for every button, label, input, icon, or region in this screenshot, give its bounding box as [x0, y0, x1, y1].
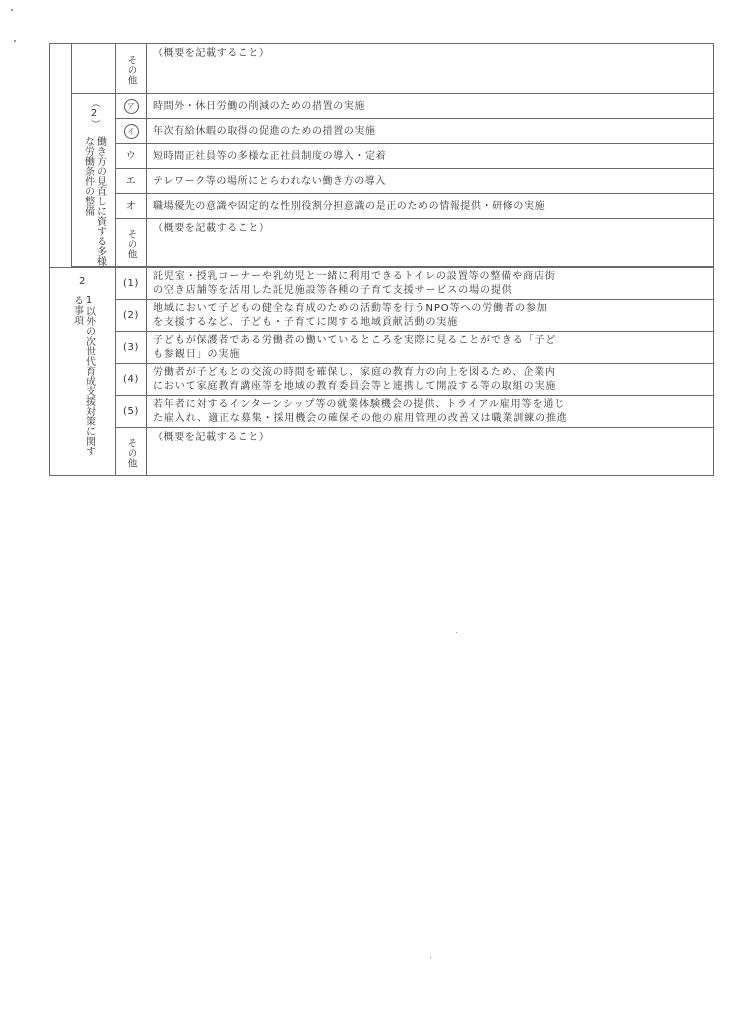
other-mark: その他 — [125, 228, 137, 260]
table-row — [50, 94, 714, 119]
section2-number: 2 — [79, 276, 86, 287]
table-row — [50, 300, 714, 332]
table-row — [50, 396, 714, 428]
item-1-line1: 託児室・授乳コーナーや乳幼児と一緒に利用できるトイレの設置等の整備や商店街 — [153, 271, 556, 282]
item-i-text: 年次有給休暇の取得の促進のための措置の実施 — [153, 126, 376, 137]
mark-e: エ — [125, 175, 137, 187]
row-mark — [116, 364, 147, 396]
section2-heading-cell — [50, 268, 116, 476]
mark-5: (5) — [123, 406, 139, 417]
sub2-heading-cell — [72, 94, 116, 267]
table-row — [50, 428, 714, 476]
row-mark — [116, 169, 147, 194]
table-row — [50, 119, 714, 144]
scan-speck — [14, 40, 16, 42]
measures-table — [49, 43, 714, 476]
item-o-text: 職場優先の意識や固定的な性別役割分担意識の是正のための情報提供・研修の実施 — [153, 201, 546, 212]
table-row — [50, 194, 714, 219]
mark-o: オ — [125, 200, 137, 212]
row-mark — [116, 144, 147, 169]
mark-1: (1) — [123, 278, 139, 289]
sub2-title: 働き方の見直しに資する多様な労働条件の整備 — [82, 136, 106, 266]
table-row — [50, 144, 714, 169]
table-row — [50, 169, 714, 194]
mark-2: (2) — [123, 310, 139, 321]
other-summary-text: （概要を記載すること） — [153, 223, 270, 234]
item-u-text: 短時間正社員等の多様な正社員制度の導入・定着 — [153, 151, 387, 162]
item-5-line1: 若年者に対するインターンシップ等の就業体験機会の提供、トライアル雇用等を通じ — [153, 399, 566, 410]
scan-speck — [11, 9, 13, 11]
item-3-line1: 子どもが保護者である労働者の働いているところを実際に見ることができる「子ど — [153, 335, 557, 346]
section1-outer-cell — [50, 44, 72, 268]
scan-speck — [430, 957, 431, 958]
item-2-line1: 地域において子どもの健全な育成のための活動等を行うNPO等への労働者の参加 — [153, 303, 548, 314]
table-row — [50, 44, 714, 94]
sub2-number: （2） — [88, 98, 100, 129]
row-mark — [116, 332, 147, 364]
row-mark — [116, 119, 147, 144]
scan-speck — [456, 632, 457, 633]
table-row — [50, 219, 714, 267]
mark-4: (4) — [123, 374, 139, 385]
table-row — [50, 364, 714, 396]
item-e-text: テレワーク等の場所にとらわれない働き方の導入 — [153, 176, 386, 187]
row-mark — [116, 428, 147, 476]
mark-3: (3) — [123, 342, 139, 353]
item-3-line2: も参観日」の実施 — [153, 348, 241, 360]
item-4-line1: 労働者が子どもとの交流の時間を確保し、家庭の教育力の向上を図るため、企業内 — [153, 367, 556, 378]
mark-i: イ — [124, 124, 139, 139]
row-mark — [116, 268, 147, 300]
item-5-line2: た雇入れ、適正な募集・採用機会の確保その他の雇用管理の改善又は職業訓練の推進 — [153, 412, 568, 424]
other-mark: その他 — [125, 54, 137, 86]
item-2-line2: を支援するなど、子ども・子育てに関する地域貢献活動の実施 — [153, 316, 459, 328]
row-mark — [116, 44, 147, 94]
section1-sub1-cell — [72, 44, 116, 94]
other-mark: その他 — [125, 437, 137, 469]
mark-a: ア — [124, 99, 139, 114]
row-mark — [116, 194, 147, 219]
section2-title: 1以外の次世代育成支援対策に関する事項 — [71, 295, 95, 456]
row-mark — [116, 396, 147, 428]
table-row — [50, 268, 714, 300]
row-mark — [116, 219, 147, 267]
row-mark — [116, 300, 147, 332]
row-content — [147, 44, 714, 94]
other-summary-text: （概要を記載すること） — [153, 48, 270, 59]
item-1-line2: の空き店舗等を活用した託児施設等各種の子育て支援サービスの場の提供 — [153, 284, 513, 296]
table-row — [50, 332, 714, 364]
item-a-text: 時間外・休日労働の削減のための措置の実施 — [153, 101, 365, 112]
other-summary-text: （概要を記載すること） — [153, 432, 270, 443]
item-4-line2: において家庭教育講座等を地域の教育委員会等と連携して開設する等の取組の実施 — [153, 380, 557, 392]
row-mark — [116, 94, 147, 119]
mark-u: ウ — [125, 150, 137, 162]
